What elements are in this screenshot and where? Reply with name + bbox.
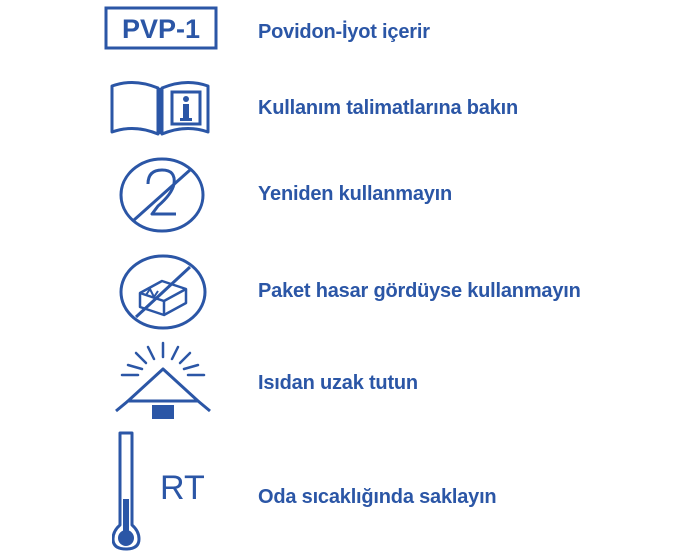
symbol-label-damaged-package: Paket hasar gördüyse kullanmayın (258, 280, 581, 302)
symbol-label-do-not-reuse: Yeniden kullanmayın (258, 183, 453, 205)
damaged-package-icon (118, 253, 208, 331)
symbol-row-keep-away-from-heat (0, 335, 699, 425)
pvp1-box-icon (104, 6, 218, 50)
instructions-book-icon (108, 74, 212, 138)
symbol-row-damaged-package (0, 245, 699, 335)
symbol-row-pvp1 (0, 0, 699, 60)
do-not-reuse-icon (118, 156, 206, 234)
symbol-row-room-temperature (0, 425, 699, 556)
symbol-label-room-temperature: Oda sıcaklığında saklayın (258, 486, 497, 508)
symbol-label-keep-away-from-heat: Isıdan uzak tutun (258, 372, 418, 394)
thermometer-icon (112, 429, 222, 553)
symbol-row-do-not-reuse (0, 150, 699, 235)
pvp1-icon-text: PVP-1 (121, 14, 201, 44)
symbol-label-instructions: Kullanım talimatlarına bakın (258, 97, 519, 119)
symbol-label-pvp1: Povidon-İyot içerir (258, 21, 430, 43)
rt-icon-text: RT (160, 469, 205, 507)
symbol-row-instructions (0, 70, 699, 140)
keep-away-from-heat-icon (108, 339, 218, 421)
